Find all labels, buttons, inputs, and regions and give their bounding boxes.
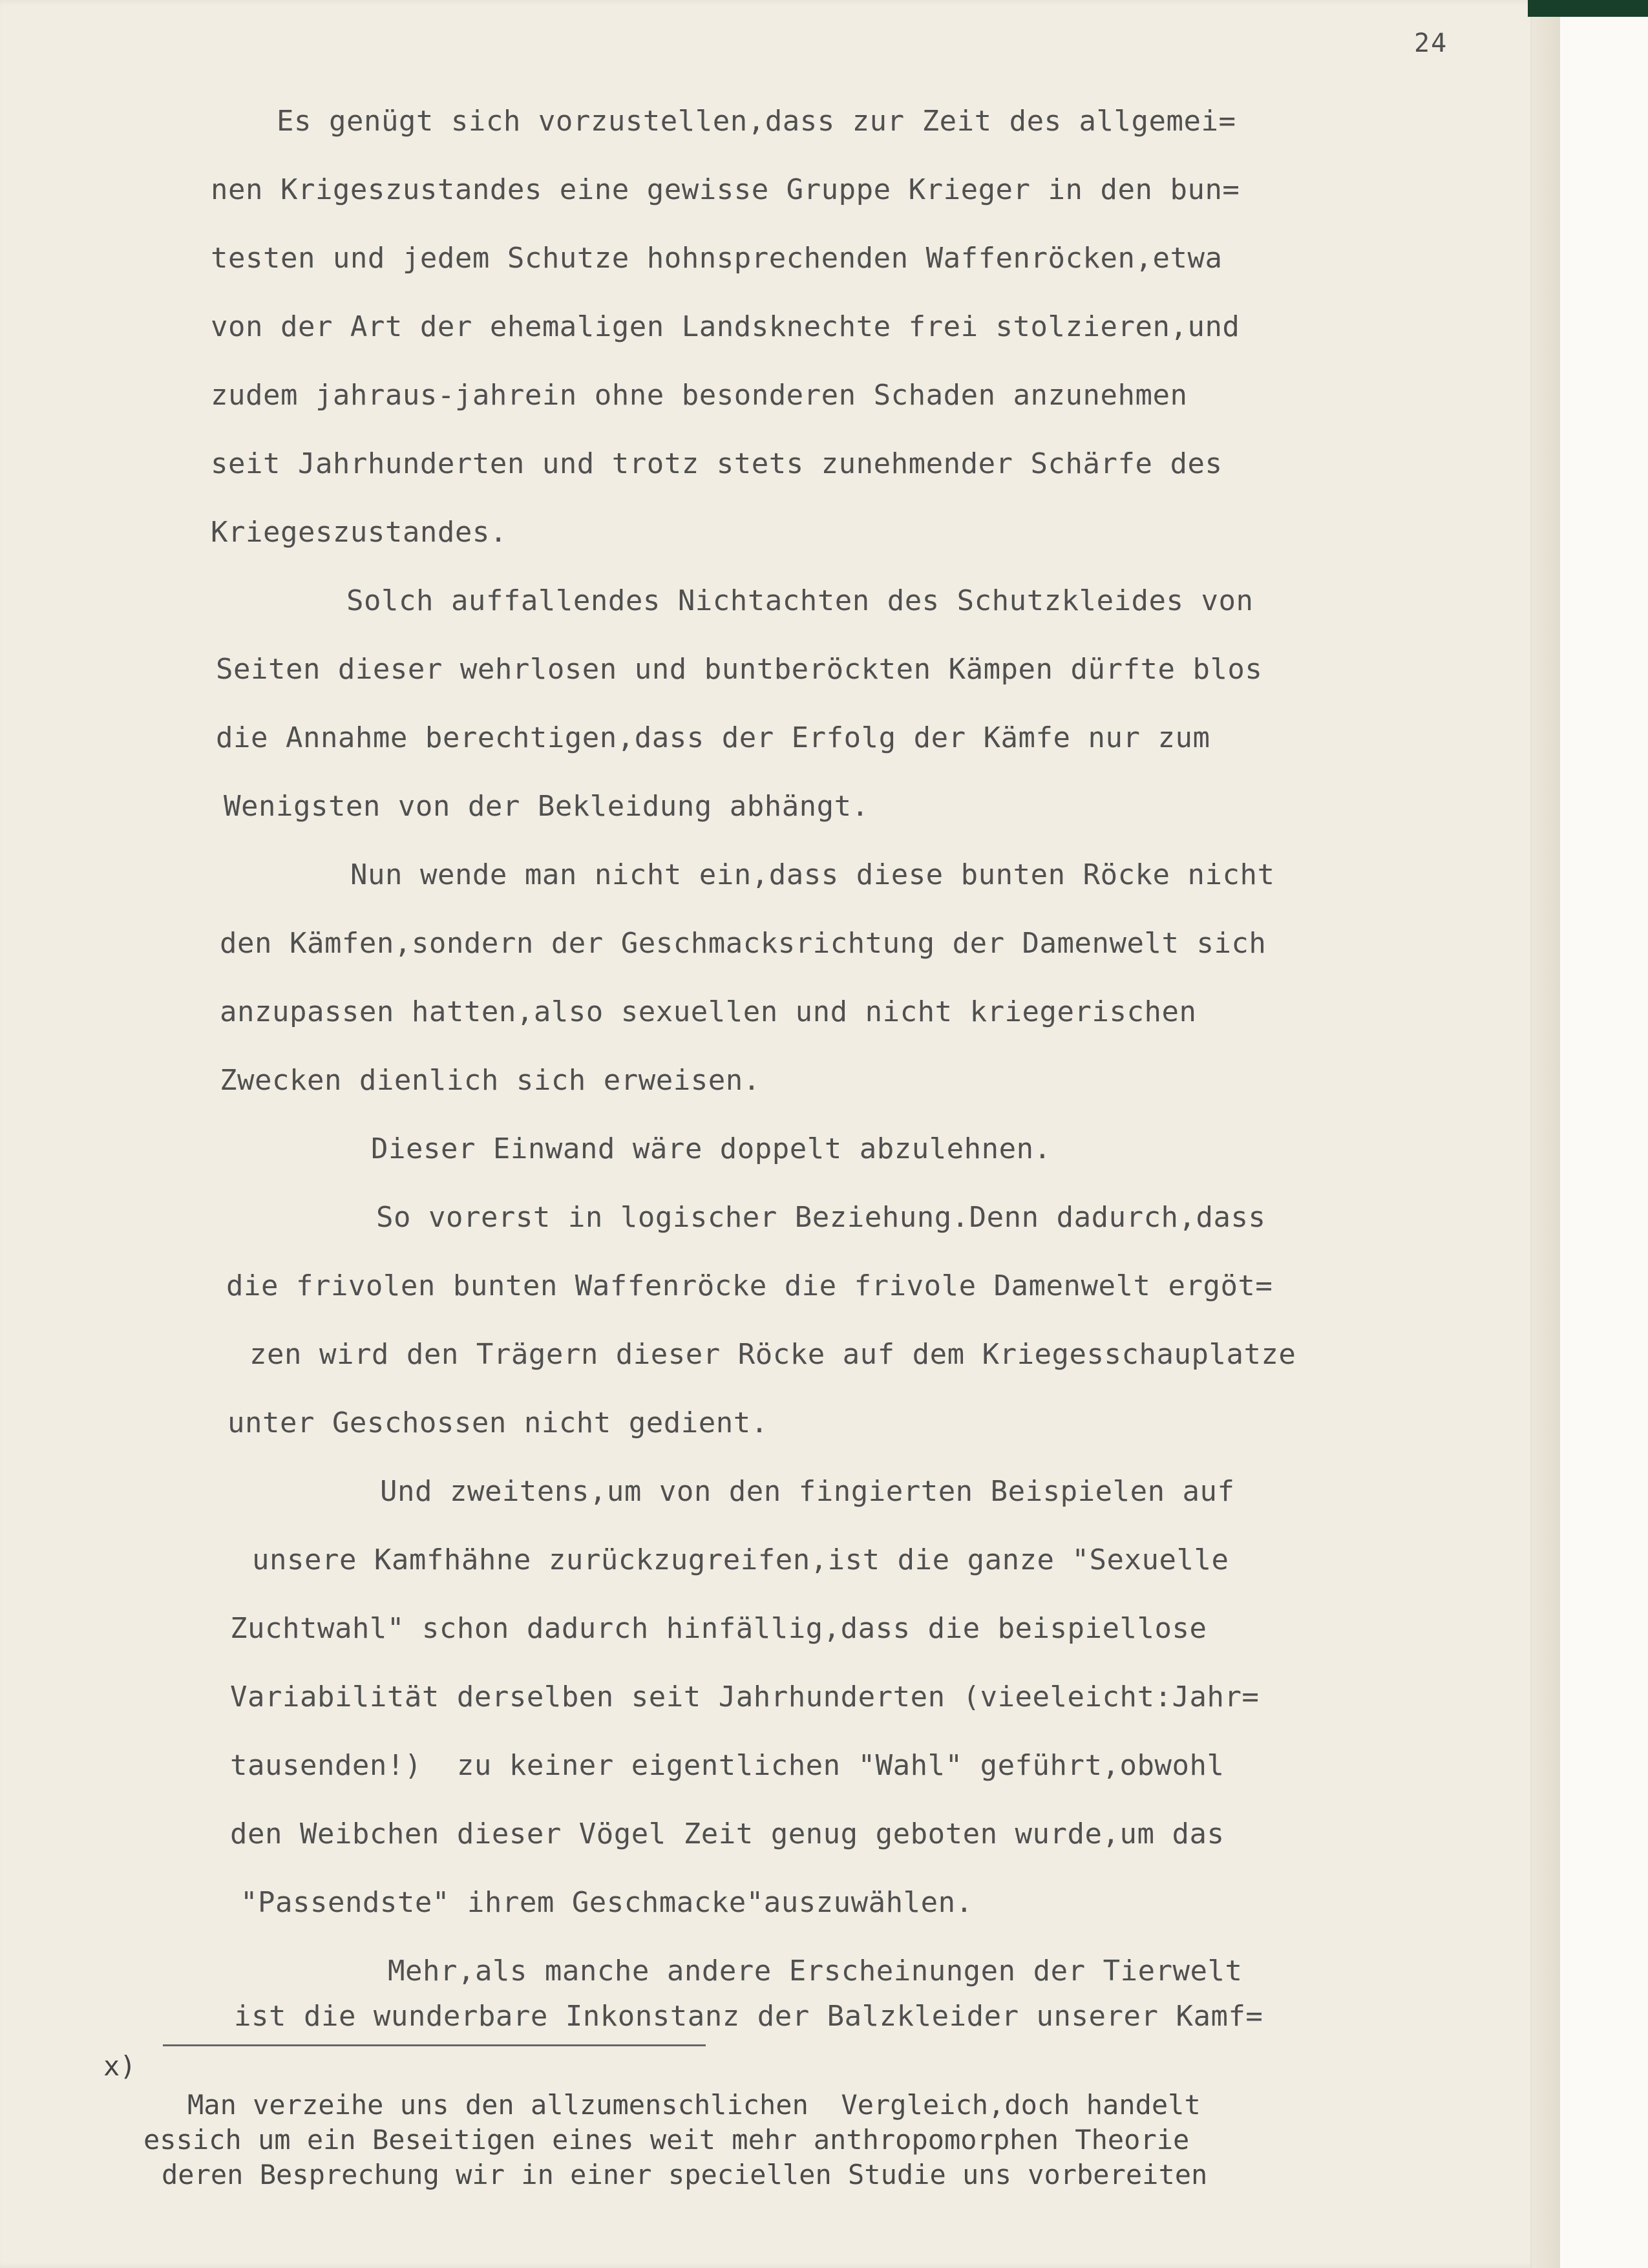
text-line: Solch auffallendes Nichtachten des Schutzkleides von — [346, 584, 1254, 617]
text-line: Variabilität derselben seit Jahrhunderten (vieeleicht:Jahr= — [230, 1680, 1260, 1713]
text-line: seit Jahrhunderten und trotz stets zunehmender Schärfe des — [211, 447, 1223, 480]
text-line: unsere Kamfhähne zurückzugreifen,ist die ganze "Sexuelle — [252, 1543, 1229, 1576]
text-line: unter Geschossen nicht gedient. — [227, 1406, 768, 1439]
text-line: die frivolen bunten Waffenröcke die frivole Damenwelt ergöt= — [226, 1269, 1273, 1302]
footnote-line: deren Besprechung wir in einer speciellen Studie uns vorbereiten — [162, 2159, 1208, 2190]
text-line: zen wird den Trägern dieser Röcke auf dem Kriegesschauplatze — [249, 1338, 1296, 1371]
text-line: ist die wunderbare Inkonstanz der Balzkleider unserer Kamf= — [234, 2000, 1263, 2033]
text-line: Zuchtwahl" schon dadurch hinfällig,dass die beispiellose — [230, 1612, 1207, 1645]
cover-strip — [1528, 0, 1648, 17]
text-line: tausenden!) zu keiner eigentlichen "Wahl" geführt,obwohl — [230, 1749, 1225, 1782]
footnote-line: Man verzeihe uns den allzumenschlichen Vergleich,doch handelt — [187, 2089, 1201, 2121]
text-line: die Annahme berechtigen,dass der Erfolg der Kämfe nur zum — [216, 721, 1210, 754]
text-line: von der Art der ehemaligen Landsknechte frei stolzieren,und — [211, 310, 1240, 343]
text-line: Zwecken dienlich sich erweisen. — [220, 1064, 761, 1097]
text-line: Und zweitens,um von den fingierten Beispielen auf — [380, 1475, 1235, 1508]
text-line: Mehr,als manche andere Erscheinungen der Tierwelt — [388, 1955, 1243, 1987]
text-line: Seiten dieser wehrlosen und buntberöckten Kämpen dürfte blos — [216, 653, 1263, 686]
binding-margin — [1530, 0, 1560, 2268]
text-line: Wenigsten von der Bekleidung abhängt. — [224, 790, 869, 823]
text-line: zudem jahraus-jahrein ohne besonderen Schaden anzunehmen — [211, 379, 1188, 412]
text-line: Kriegeszustandes. — [211, 516, 507, 549]
text-line: anzupassen hatten,also sexuellen und nicht kriegerischen — [220, 995, 1197, 1028]
text-line: nen Krigeszustandes eine gewisse Gruppe Krieger in den bun= — [211, 173, 1240, 206]
text-line: Nun wende man nicht ein,dass diese bunten Röcke nicht — [350, 858, 1275, 891]
text-line: Dieser Einwand wäre doppelt abzulehnen. — [371, 1132, 1051, 1165]
text-line: den Weibchen dieser Vögel Zeit genug geboten wurde,um das — [230, 1818, 1225, 1850]
page-edge-background — [1559, 0, 1648, 2268]
text-line: "Passendste" ihrem Geschmacke"auszuwählen. — [240, 1886, 973, 1919]
text-line: testen und jedem Schutze hohnsprechenden Waffenröcken,etwa — [211, 242, 1223, 275]
text-line: den Kämfen,sondern der Geschmacksrichtung der Damenwelt sich — [220, 927, 1267, 960]
page-number: 24 — [1414, 28, 1448, 58]
footnote-line: essich um ein Beseitigen eines weit mehr anthropomorphen Theorie — [143, 2124, 1190, 2156]
footnote-rule — [163, 2044, 706, 2046]
text-line: Es genügt sich vorzustellen,dass zur Zeit des allgemei= — [277, 105, 1236, 138]
footnote-marker: x) — [103, 2050, 136, 2082]
text-line: So vorerst in logischer Beziehung.Denn dadurch,dass — [376, 1201, 1266, 1234]
